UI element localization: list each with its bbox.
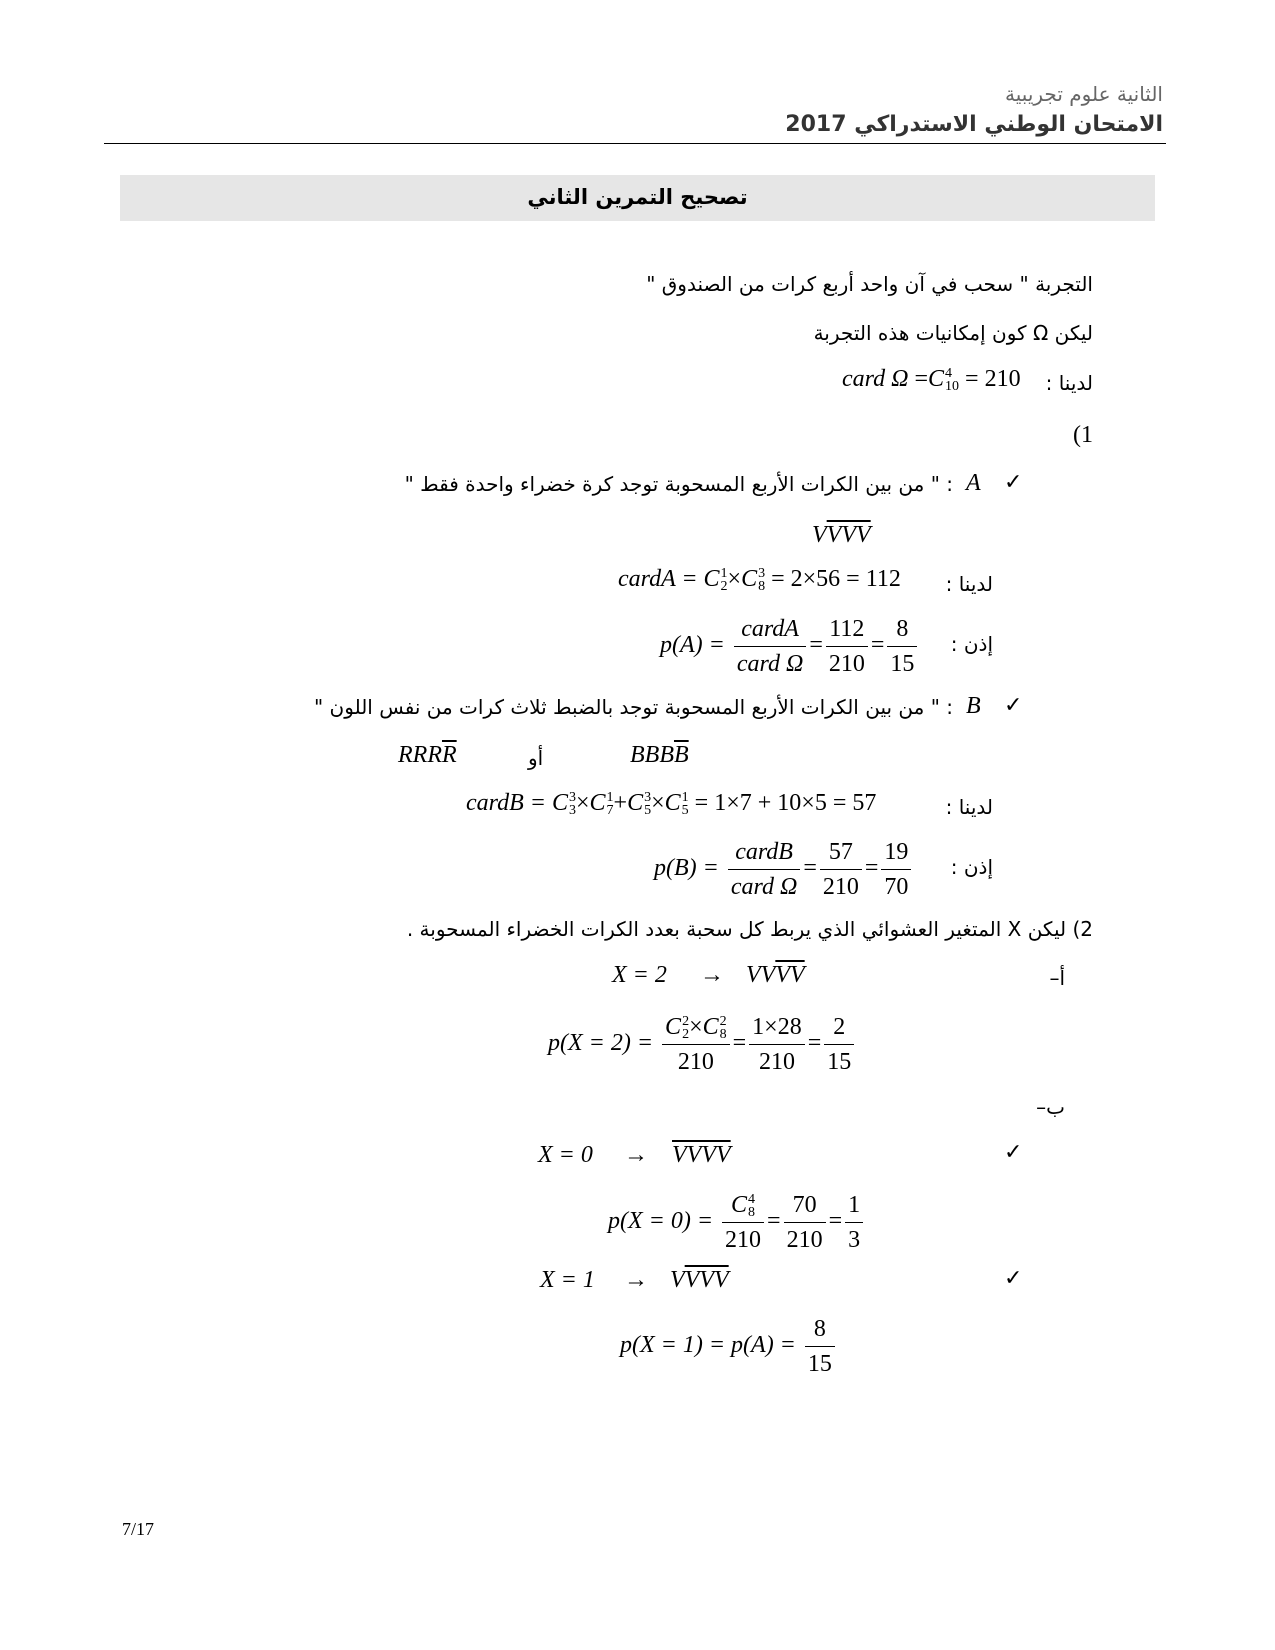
part2-statement: 2) ليكن X المتغير العشوائي الذي يربط كل سحبة بعدد الكرات الخضراء المسحوبة . (406, 917, 1093, 941)
check-icon: ✓ (1004, 1266, 1023, 1291)
fraction: $\frac{2}{15}$ (824, 1010, 854, 1079)
part1-number: (1 (1073, 422, 1093, 448)
event-b-name: B (966, 693, 981, 719)
card-omega-lhs: card Ω (842, 366, 909, 392)
c-indices (945, 367, 959, 393)
intro-we-have: لدينا : (1045, 371, 1093, 395)
card-a-formula: cardA = C 1 2 ×C 3 8 = 2×56 = 112 (618, 566, 901, 595)
event-a-pattern (812, 522, 871, 549)
fraction: $\frac{19}{70}$ (881, 835, 911, 904)
pattern-plain: V (670, 1267, 685, 1293)
x2-lhs: X = 2 (612, 962, 667, 988)
universe-statement: ليكن Ω كون إمكانيات هذه التجربة (813, 321, 1093, 345)
pattern-plain: VV (746, 962, 776, 988)
c-sup: 4 (945, 366, 953, 382)
card-a-rhs: = 2×56 = 112 (771, 566, 901, 592)
event-a-description: : " من بين الكرات الأربع المسحوبة توجد كرة خضراء واحدة فقط " (404, 472, 953, 496)
card-omega-formula: card Ω =C 4 10 = 210 (842, 366, 1021, 395)
arrow-icon: → (624, 1267, 648, 1293)
card-omega-rhs: = 210 (965, 366, 1021, 392)
event-b-pattern-b (630, 742, 689, 769)
x1-lhs: X = 1 (540, 1267, 595, 1293)
p-b-lhs: p(B) = (654, 855, 719, 882)
card-a-lhs: cardA = (618, 566, 698, 592)
check-icon: ✓ (1004, 470, 1023, 495)
p-x1-formula (620, 1312, 838, 1381)
card-b-rhs: = 1×7 + 10×5 = 57 (694, 790, 877, 816)
event-a-name: A (966, 470, 981, 496)
p-x2-formula: p(X = 2) = C 2 2 ×C 2 8 210 = $\frac{1\times 28}{210}$ = $\frac{2}{15}$ (548, 1010, 857, 1079)
fraction: $\frac{112}{210}$ (826, 612, 868, 681)
pattern-plain: BBB (630, 742, 674, 768)
fraction: C 4 8 210 (722, 1188, 764, 1257)
fraction: $\frac{1}{3}$ (845, 1188, 863, 1257)
card-b-lhs: cardB = (466, 790, 546, 816)
x0-lhs: X = 0 (538, 1142, 593, 1168)
section-title: تصحيح التمرين الثاني (527, 185, 748, 209)
experiment-statement: التجربة " سحب في آن واحد أربع كرات من الصندوق " (646, 272, 1093, 296)
part2-b-label: ب– (1036, 1095, 1065, 1119)
pattern-bar: $\overline{B}$ (673, 742, 689, 768)
p-a-lhs: p(A) = (660, 632, 725, 659)
arrow-icon: → (700, 962, 724, 988)
event-a-therefore: إذن : (950, 632, 993, 656)
p-b-formula: p(B) = $\frac{\text{cardB}}{\text{card Ω}}$ = $\frac{57}{210}$ = $\frac{19}{70}$ (654, 835, 914, 904)
check-icon: ✓ (1004, 693, 1023, 718)
pattern-plain: RRR (398, 742, 442, 768)
event-b-we-have: لدينا : (945, 795, 993, 819)
p-x2-lhs: p(X = 2) = (548, 1030, 654, 1057)
p-x0-lhs: p(X = 0) = (608, 1208, 714, 1235)
pattern-plain: V (812, 522, 827, 548)
p-a-formula: p(A) = $\frac{\text{cardA}}{\text{card Ω}}$ = $\frac{112}{210}$ = $\frac{8}{15}$ (660, 612, 920, 681)
x1-pattern (670, 1267, 729, 1294)
c-sub: 10 (945, 379, 960, 395)
fraction: $\frac{\text{cardB}}{\text{card Ω}}$ (728, 835, 800, 904)
header-title: الامتحان الوطني الاستدراكي 2017 (785, 112, 1163, 137)
event-b-description: : " من بين الكرات الأربع المسحوبة توجد بالضبط ثلاث كرات من نفس اللون " (314, 695, 953, 719)
p-x1-lhs: p(X = 1) = p(A) = (620, 1332, 796, 1359)
event-b-pattern-r (398, 742, 457, 769)
fraction: $\frac{\text{cardA}}{\text{card Ω}}$ (734, 612, 806, 681)
section-title-bar (120, 175, 1155, 221)
p-x0-formula: p(X = 0) = C 4 8 210 = $\frac{70}{210}$ = $\frac{1}{3}$ (608, 1188, 866, 1257)
arrow-icon: → (624, 1142, 648, 1168)
pattern-bar: $\overline{VVV}$ (826, 522, 871, 548)
fraction: $\frac{8}{15}$ (887, 612, 917, 681)
part2-a-label: أ– (1049, 966, 1065, 990)
event-a-we-have: لدينا : (945, 572, 993, 596)
card-b-formula: cardB = C 3 3 ×C 1 7 +C 3 5 ×C 1 5 = 1×7 + 10×5 = 57 (466, 790, 877, 819)
fraction: C 2 2 ×C 2 8 210 (662, 1010, 730, 1079)
pattern-bar: $\overline{R}$ (441, 742, 457, 768)
or-word: أو (528, 746, 544, 770)
fraction: $\frac{8}{15}$ (805, 1312, 835, 1381)
fraction: $\frac{1\times 28}{210}$ (749, 1010, 805, 1079)
c-base: C (928, 366, 945, 392)
pattern-bar: $\overline{VVV}$ (684, 1267, 729, 1293)
header-subtitle: الثانية علوم تجريبية (1005, 82, 1163, 106)
event-b-therefore: إذن : (950, 855, 993, 879)
page-number: 7/17 (122, 1519, 155, 1539)
header-divider (104, 143, 1166, 144)
pattern-bar: $\overline{VV}$ (775, 962, 805, 988)
x0-pattern: VVVV (672, 1142, 731, 1168)
check-icon: ✓ (1004, 1140, 1023, 1165)
fraction: $\frac{70}{210}$ (784, 1188, 826, 1257)
fraction: $\frac{57}{210}$ (820, 835, 862, 904)
x2-pattern (746, 962, 805, 989)
